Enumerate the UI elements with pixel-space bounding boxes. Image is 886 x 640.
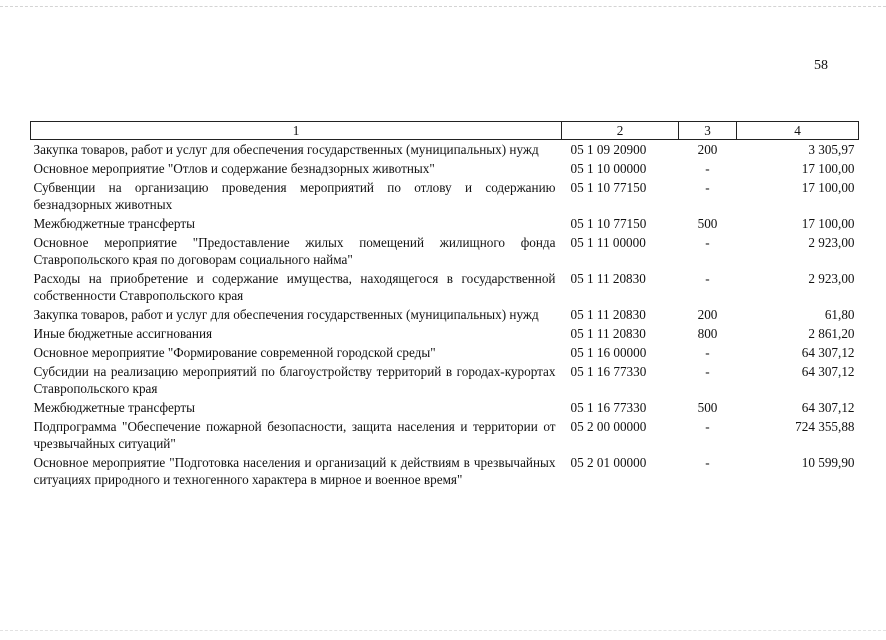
row-amount: 64 307,12 (801, 345, 855, 360)
table-row (31, 140, 859, 160)
row-type: - (705, 419, 710, 434)
row-code: 05 1 11 00000 (570, 235, 646, 250)
row-name: Иные бюджетные ассигнования (33, 326, 213, 341)
row-name: Основное мероприятие "Формирование современной городской среды" (33, 345, 436, 360)
row-amount: 17 100,00 (801, 180, 855, 195)
row-name: Межбюджетные трансферты (33, 216, 195, 231)
column-header-4: 4 (737, 122, 859, 140)
page-number: 58 (814, 58, 828, 73)
row-amount: 17 100,00 (801, 161, 855, 176)
row-name: Основное мероприятие "Предоставление жилых помещений жилищного фонда Ставропольского края по договорам социального найма" (33, 235, 556, 267)
row-code: 05 2 00 00000 (570, 419, 647, 434)
budget-table (30, 121, 859, 489)
row-name: Расходы на приобретение и содержание имущества, находящегося в государственной собственности Ставропольского края (33, 271, 556, 303)
table-row (31, 417, 859, 453)
table-row (31, 269, 859, 305)
row-name: Субвенции на организацию проведения мероприятий по отлову и содержанию безнадзорных животных (33, 180, 556, 212)
row-amount: 2 923,00 (808, 235, 855, 250)
row-code: 05 1 16 00000 (570, 345, 647, 360)
row-amount: 17 100,00 (801, 216, 855, 231)
table-row (31, 214, 859, 233)
scan-edge-top (0, 6, 886, 7)
row-amount: 2 861,20 (808, 326, 855, 341)
row-type: 200 (697, 142, 718, 157)
row-name: Основное мероприятие "Отлов и содержание безнадзорных животных" (33, 161, 435, 176)
row-type: 200 (697, 307, 718, 322)
row-type: - (705, 345, 710, 360)
row-type: - (705, 161, 710, 176)
row-type: - (705, 364, 710, 379)
row-code: 05 1 10 77150 (570, 216, 647, 231)
table-row (31, 343, 859, 362)
row-name: Закупка товаров, работ и услуг для обеспечения государственных (муниципальных) нужд (33, 142, 539, 157)
table-row (31, 233, 859, 269)
row-code: 05 1 10 77150 (570, 180, 647, 195)
row-type: - (705, 180, 710, 195)
row-type: - (705, 271, 710, 286)
row-code: 05 1 09 20900 (570, 142, 647, 157)
scan-edge-bottom (0, 630, 886, 631)
table-row (31, 159, 859, 178)
row-type: - (705, 235, 710, 250)
row-name: Закупка товаров, работ и услуг для обеспечения государственных (муниципальных) нужд (33, 307, 539, 322)
row-type: 500 (697, 400, 718, 415)
row-code: 05 1 11 20830 (570, 307, 646, 322)
row-amount: 61,80 (824, 307, 855, 322)
table-row (31, 398, 859, 417)
row-code: 05 1 16 77330 (570, 400, 647, 415)
row-name: Межбюджетные трансферты (33, 400, 195, 415)
table-row (31, 362, 859, 398)
row-code: 05 1 16 77330 (570, 364, 647, 379)
row-amount: 2 923,00 (808, 271, 855, 286)
row-amount: 10 599,90 (801, 455, 855, 470)
row-name: Субсидии на реализацию мероприятий по благоустройству территорий в городах-курортах Ставропольского края (33, 364, 556, 396)
table-row (31, 453, 859, 489)
row-code: 05 2 01 00000 (570, 455, 647, 470)
row-type: - (705, 455, 710, 470)
row-amount: 724 355,88 (795, 419, 855, 434)
table-row (31, 324, 859, 343)
row-type: 800 (697, 326, 718, 341)
row-code: 05 1 11 20830 (570, 326, 646, 341)
row-name: Основное мероприятие "Подготовка населения и организаций к действиям в чрезвычайных ситуациях природного и техногенного характера в мирное и военное время" (33, 455, 556, 487)
table-header-row (31, 122, 859, 140)
table-row (31, 305, 859, 324)
row-amount: 64 307,12 (801, 400, 855, 415)
column-header-3: 3 (679, 122, 737, 140)
table-row (31, 178, 859, 214)
row-amount: 64 307,12 (801, 364, 855, 379)
row-code: 05 1 11 20830 (570, 271, 646, 286)
row-name: Подпрограмма "Обеспечение пожарной безопасности, защита населения и территории от чрезвычайных ситуаций" (33, 419, 556, 451)
row-code: 05 1 10 00000 (570, 161, 647, 176)
row-amount: 3 305,97 (808, 142, 855, 157)
column-header-1: 1 (31, 122, 562, 140)
column-header-2: 2 (562, 122, 679, 140)
row-type: 500 (697, 216, 718, 231)
